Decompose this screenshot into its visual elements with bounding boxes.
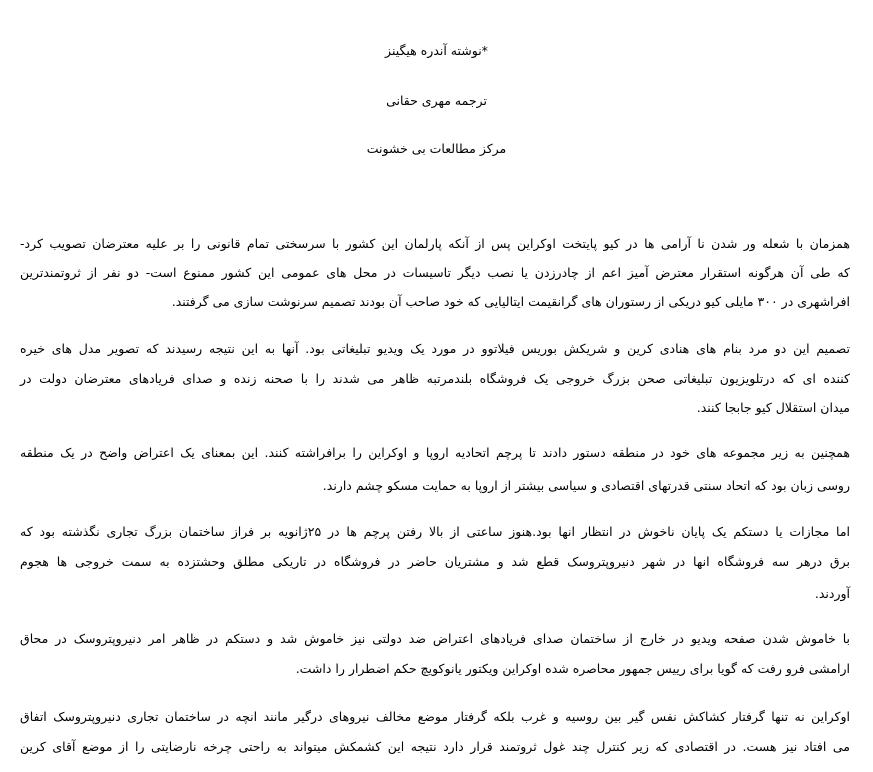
organization-line: مرکز مطالعات بی خشونت bbox=[366, 141, 507, 156]
text-line: کننده ای که درتلویزیون تبلیغاتی صحن بزرگ خروجی یک فروشگاه بلندمرتبه ظاهر می شدند را با صحنه زنده و صدای فریادهای معترضان دولت در bbox=[20, 371, 850, 386]
author-line: *نوشته آندره هیگینز bbox=[385, 43, 488, 58]
text-line: همچنین به زیر مجموعه های خود در منطقه دستور دادند تا پرچم اتحادیه اروپا و اوکراین را برافراشته کنند. این بمعنای یک اعتراض واضح در یک منطقه bbox=[20, 445, 850, 460]
text-line: می افتاد نیز هست. در اقتصادی که زیر کنترل چند غول ثروتمند قرار دارد نتیجه این کشمکش میتواند به راحتی چرخه نارضایتی را از موضع آقای کرین bbox=[20, 739, 850, 754]
text-line: آوردند. bbox=[814, 586, 850, 601]
text-line: همزمان با شعله ور شدن نا آرامی ها در کیو پایتخت اوکراین پس از آنکه پارلمان این کشور با سرسختی تمام قانونی را بر علیه معترضان تصویب کرد- bbox=[20, 236, 850, 251]
text-line: تصمیم این دو مرد بنام های هنادی کرین و شریکش بوریس فیلاتوو در مورد یک ویدیو تبلیغاتی بود. آنها به این نتیجه رسیدند که تصویر مدل های خیره bbox=[20, 341, 850, 356]
text-line: که طی آن هرگونه استقرار معترض آمیز اعم از چادرزدن یا نصب دیگر تاسیسات در محل های عمومی این کشور ممنوع است- دو نفر از ثروتمندترین bbox=[20, 265, 850, 280]
text-line: افراشهری در ۳۰۰ مایلی کیو دریکی از رستوران های گرانقیمت ایتالیایی که خود صاحب آن بودند تصمیم سرنوشت سازی می گرفتند. bbox=[171, 294, 850, 309]
text-line: ارامشی فرو رفت که گویا برای رییس جمهور محاصره شده اوکراین ویکتور یانوکویچ حکم اضطرار را داشت. bbox=[295, 661, 850, 676]
text-line: برق درهر سه فروشگاه انها در شهر دنیروپتروسک قطع شد و مشتریان حاضر در فروشگاه در تاریکی مطلق وحشتزده به سمت خروجی ها هجوم bbox=[20, 554, 850, 569]
text-line: با خاموش شدن صفحه ویدیو در خارج از ساختمان صدای فریادهای اعتراض ضد دولتی نیز خاموش شد و دستکم در ظاهر امر دنیروپتروسک در محاق bbox=[20, 631, 850, 646]
text-line: اوکراین نه تنها گرفتار کشاکش نفس گیر بین روسیه و غرب بلکه گرفتار موضع مخالف نیروهای درگیر مانند انچه در ساختمان تجاری دنیروپتروسک اتفاق bbox=[20, 709, 850, 724]
text-line: میدان استقلال کیو جابجا کنند. bbox=[696, 400, 850, 415]
translator-line: ترجمه مهری حقانی bbox=[386, 93, 487, 108]
text-line: اما مجازات یا دستکم یک پایان ناخوش در انتظار انها بود.هنوز ساعتی از بالا رفتن پرچم ها در ۲۵ژانویه بر فراز ساختمان بزرگ تجاری نگذشته بود که bbox=[20, 524, 851, 539]
text-line: روسی زبان بود که اتحاد سنتی قدرتهای اقتصادی و سیاسی بیشتر از اروپا به حمایت مسکو چشم دارند. bbox=[322, 478, 850, 493]
